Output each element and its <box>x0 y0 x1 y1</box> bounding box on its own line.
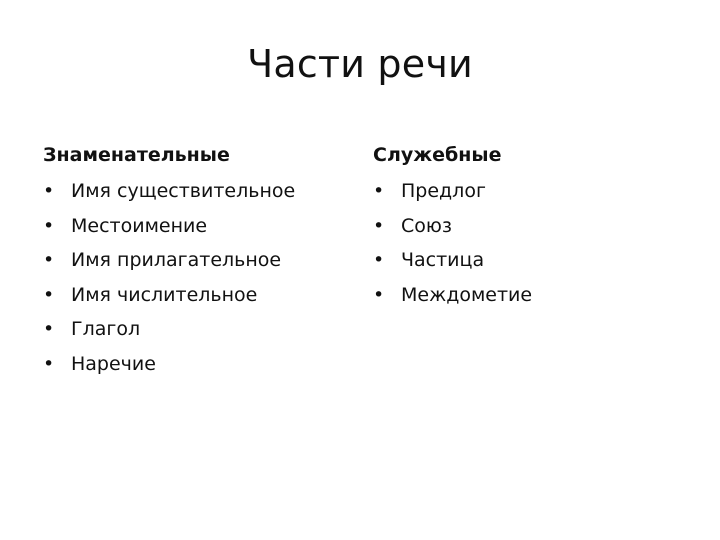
list-item <box>43 178 343 213</box>
right-column-list <box>373 178 673 316</box>
slide-title: Части речи <box>247 42 473 86</box>
list-item <box>43 316 343 351</box>
list-item <box>373 178 673 213</box>
bullet-icon: • <box>373 214 385 237</box>
list-item <box>373 247 673 282</box>
list-item-label: Местоимение <box>71 214 208 237</box>
list-item-label: Глагол <box>71 318 141 340</box>
list-item <box>373 213 673 248</box>
list-item-label: Предлог <box>401 180 486 202</box>
bullet-icon: • <box>373 180 385 202</box>
bullet-icon: • <box>373 283 385 306</box>
list-item-label: Междометие <box>401 283 533 306</box>
left-column-heading: Знаменательные <box>43 144 230 166</box>
bullet-icon: • <box>43 283 55 306</box>
list-item-label: Имя прилагательное <box>71 249 282 271</box>
list-item-label: Частица <box>401 249 485 271</box>
list-item <box>43 282 343 317</box>
right-column <box>373 142 673 316</box>
bullet-icon: • <box>43 214 55 237</box>
bullet-icon: • <box>43 352 55 375</box>
bullet-icon: • <box>43 180 55 202</box>
left-column-list <box>43 178 343 385</box>
right-column-heading: Служебные <box>373 144 502 166</box>
list-item <box>43 247 343 282</box>
list-item <box>43 213 343 248</box>
bullet-icon: • <box>43 318 55 340</box>
list-item <box>43 351 343 386</box>
bullet-icon: • <box>43 249 55 271</box>
list-item-label: Имя числительное <box>71 283 258 306</box>
left-column <box>43 142 343 385</box>
list-item-label: Наречие <box>71 352 156 375</box>
bullet-icon: • <box>373 249 385 271</box>
list-item-label: Союз <box>401 214 452 237</box>
list-item <box>373 282 673 317</box>
list-item-label: Имя существительное <box>71 180 296 202</box>
